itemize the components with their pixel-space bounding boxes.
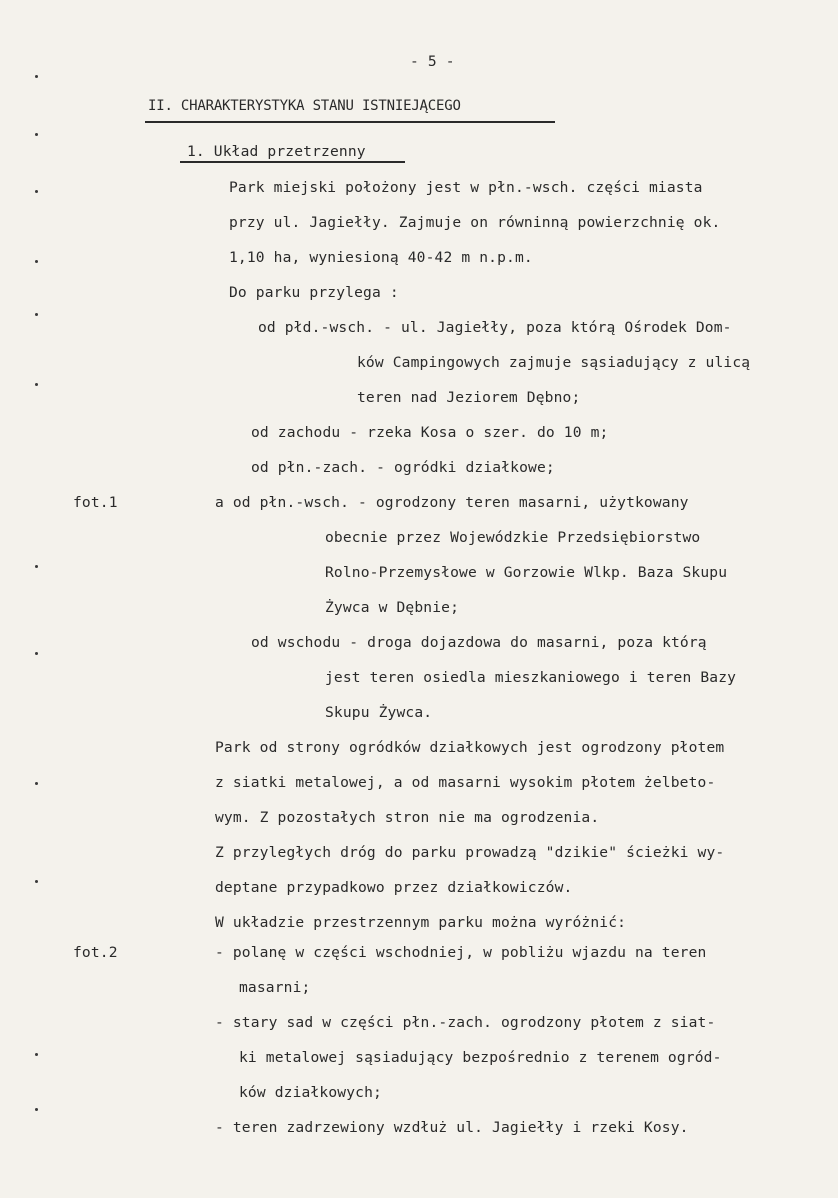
boundary-line: obecnie przez Wojewódzkie Przedsiębiorstwo — [325, 529, 701, 546]
margin-punch-mark — [35, 880, 38, 883]
boundary-line: od płd.-wsch. - ul. Jagiełły, poza którą Ośrodek Dom- — [258, 319, 732, 336]
boundary-line: Rolno-Przemysłowe w Gorzowie Wlkp. Baza Skupu — [325, 564, 728, 581]
margin-punch-mark — [35, 652, 38, 655]
list-line: - polanę w części wschodniej, w pobliżu wjazdu na teren — [215, 944, 707, 961]
margin-punch-mark — [35, 260, 38, 263]
intro-line: Do parku przylega : — [229, 284, 399, 301]
boundary-line: Żywca w Dębnie; — [325, 599, 460, 616]
boundary-line: od wschodu - droga dojazdowa do masarni, poza którą — [251, 634, 707, 651]
margin-punch-mark — [35, 313, 38, 316]
body-line: z siatki metalowej, a od masarni wysokim płotem żelbeto- — [215, 774, 716, 791]
list-line: - teren zadrzewiony wzdłuż ul. Jagiełły i rzeki Kosy. — [215, 1119, 689, 1136]
boundary-line: teren nad Jeziorem Dębno; — [357, 389, 581, 406]
section-heading-underline — [180, 161, 405, 163]
boundary-line: jest teren osiedla mieszkaniowego i teren Bazy — [325, 669, 737, 686]
list-line: ków działkowych; — [239, 1084, 382, 1101]
margin-punch-mark — [35, 1053, 38, 1056]
margin-note-photo: fot.2 — [73, 944, 118, 961]
list-line: masarni; — [239, 979, 311, 996]
boundary-line: od zachodu - rzeka Kosa o szer. do 10 m; — [251, 424, 609, 441]
list-line: - stary sad w części płn.-zach. ogrodzony płotem z siat- — [215, 1014, 716, 1031]
body-line: Z przyległych dróg do parku prowadzą "dzikie" ścieżki wy- — [215, 844, 725, 861]
boundary-line: a od płn.-wsch. - ogrodzony teren masarni, użytkowany — [215, 494, 689, 511]
margin-punch-mark — [35, 782, 38, 785]
body-line: W układzie przestrzennym parku można wyróżnić: — [215, 914, 627, 931]
intro-line: 1,10 ha, wyniesioną 40-42 m n.p.m. — [229, 249, 533, 266]
body-line: wym. Z pozostałych stron nie ma ogrodzenia. — [215, 809, 600, 826]
body-line: Park od strony ogródków działkowych jest ogrodzony płotem — [215, 739, 725, 756]
intro-line: Park miejski położony jest w płn.-wsch. części miasta — [229, 179, 703, 196]
boundary-line: ków Campingowych zajmuje sąsiadujący z ulicą — [357, 354, 751, 371]
boundary-line: od płn.-zach. - ogródki działkowe; — [251, 459, 555, 476]
boundary-line: Skupu Żywca. — [325, 704, 433, 721]
body-line: deptane przypadkowo przez działkowiczów. — [215, 879, 573, 896]
chapter-heading: II. CHARAKTERYSTYKA STANU ISTNIEJĄCEGO — [148, 98, 461, 114]
margin-punch-mark — [35, 190, 38, 193]
page-number: - 5 - — [410, 53, 455, 70]
margin-note-photo: fot.1 — [73, 494, 118, 511]
intro-line: przy ul. Jagiełły. Zajmuje on równinną powierzchnię ok. — [229, 214, 721, 231]
margin-punch-mark — [35, 383, 38, 386]
margin-punch-mark — [35, 75, 38, 78]
list-line: ki metalowej sąsiadujący bezpośrednio z terenem ogród- — [239, 1049, 722, 1066]
margin-punch-mark — [35, 133, 38, 136]
margin-punch-mark — [35, 1108, 38, 1111]
margin-punch-mark — [35, 565, 38, 568]
section-heading: 1. Układ przetrzenny — [187, 143, 366, 160]
chapter-heading-underline — [145, 121, 555, 123]
